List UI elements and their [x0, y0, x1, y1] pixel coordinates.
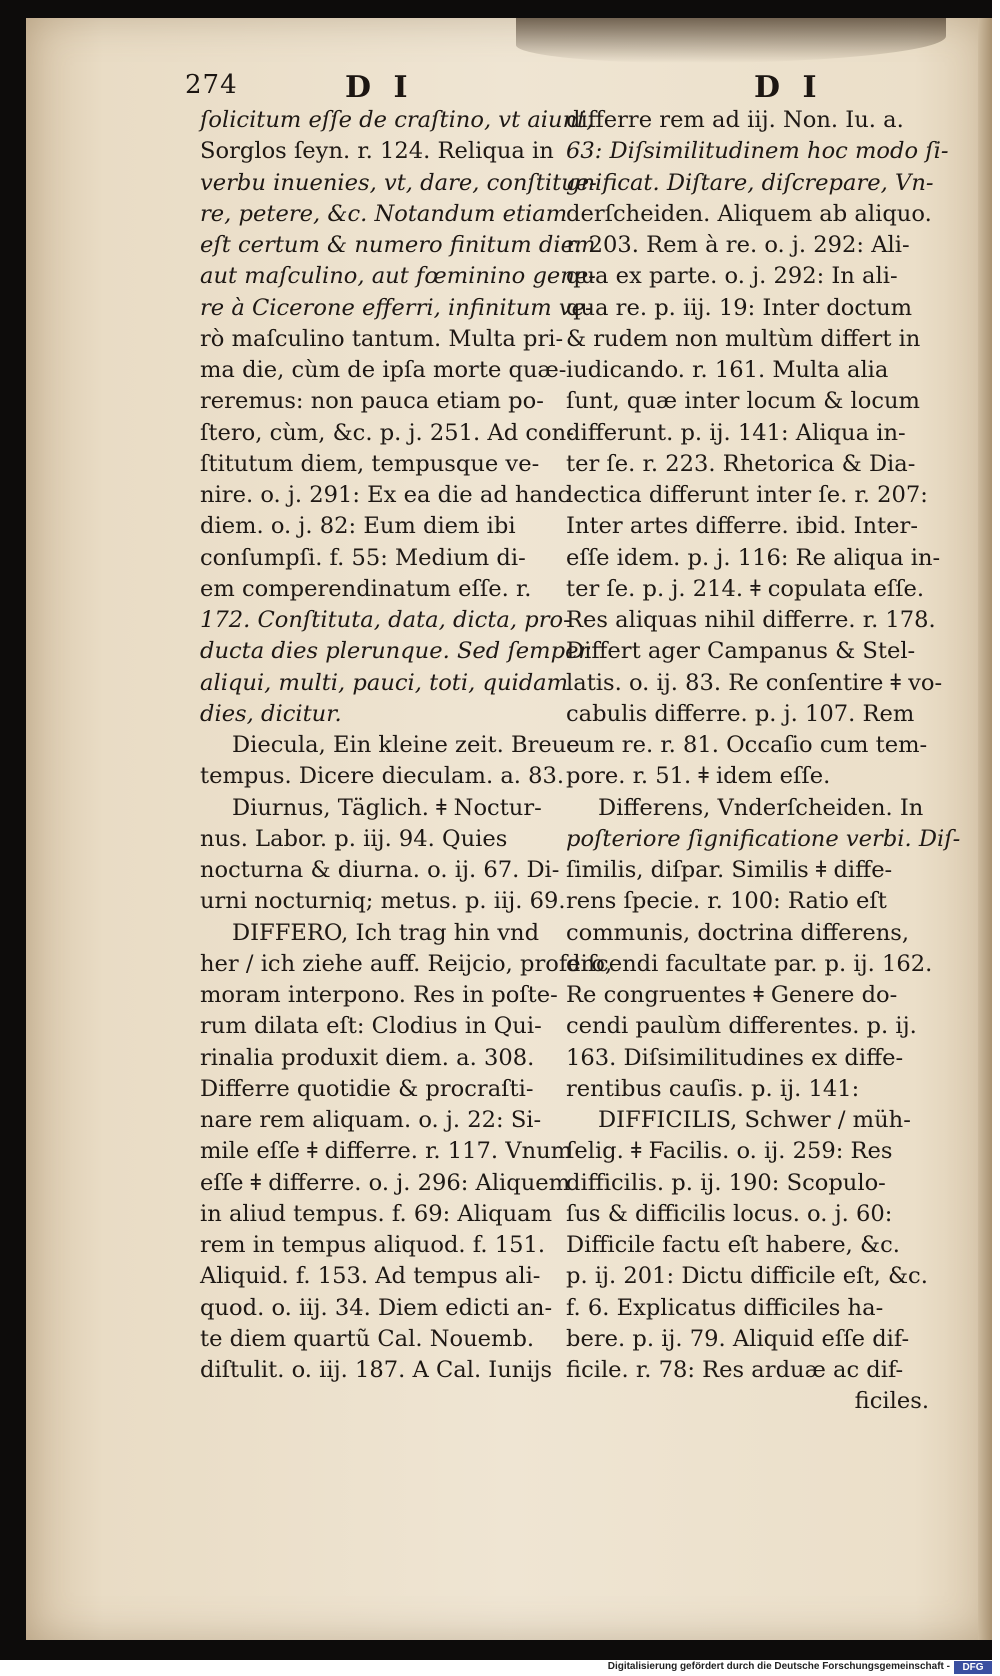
right-column-line: ſimilis, diſpar. Similis ǂ diffe- — [566, 857, 893, 883]
left-column-line: quod. o. iij. 34. Diem edicti an- — [200, 1294, 553, 1321]
running-head-left: D I — [345, 70, 414, 105]
left-column-line: tempus. Dicere dieculam. a. 83. — [200, 763, 565, 790]
right-column-line: & rudem non multùm differt in — [566, 325, 921, 352]
left-column-line: 172. Conſtituta, data, dicta, pro- — [200, 607, 571, 633]
right-column-line: lectica differunt inter ſe. r. 207: — [566, 482, 928, 508]
left-column-line: Differre quotidie & procraſti- — [200, 1075, 534, 1102]
right-column-line: qua ex parte. o. j. 292: In ali- — [566, 263, 898, 290]
right-column-line: Res aliquas nihil differre. r. 178. — [566, 607, 936, 633]
page-number: 274 — [185, 70, 238, 100]
right-column-line: differunt. p. ij. 141: Aliqua in- — [566, 419, 906, 446]
left-column-line: nocturna & diurna. o. ij. 67. Di- — [200, 857, 560, 883]
left-column-line: dies, dicitur. — [200, 700, 342, 727]
right-column-line: ficile. r. 78: Res arduæ ac dif- — [566, 1357, 904, 1383]
left-column-line: rò maſculino tantum. Multa pri- — [200, 325, 564, 352]
left-column-line: in aliud tempus. f. 69: Aliquam — [200, 1200, 553, 1227]
page-edge — [978, 18, 992, 1640]
right-column-line: diſcendi facultate par. p. ij. 162. — [566, 950, 933, 977]
running-head-right: D I — [754, 70, 823, 105]
right-column-line: bere. p. ij. 79. Aliquid eſſe dif- — [566, 1325, 910, 1352]
right-column-line: pore. r. 51. ǂ idem eſſe. — [566, 763, 831, 790]
left-column-line: eſt certum & numero finitum diem — [200, 232, 596, 258]
digitization-credit: Digitalisierung gefördert durch die Deutsche Forschungsgemeinschaft - — [607, 1661, 950, 1672]
left-column-line: conſumpſi. f. 55: Medium di- — [200, 544, 526, 571]
right-column-line: ſus & difficilis locus. o. j. 60: — [566, 1200, 893, 1227]
right-column-line: differre rem ad iij. Non. Iu. a. — [566, 107, 904, 133]
right-column-line: cum re. r. 81. Occaſio cum tem- — [566, 732, 928, 758]
right-column-line: DIFFICILIS, Schwer / müh- — [598, 1107, 911, 1133]
left-column-line: reremus: non pauca etiam po- — [200, 388, 544, 415]
page-stain — [516, 18, 946, 63]
left-column-line: Diecula, Ein kleine zeit. Breue — [232, 732, 580, 758]
left-column-line: rem in tempus aliquod. f. 151. — [200, 1232, 545, 1258]
left-column-line: verbu inuenies, vt, dare, conſtitue- — [200, 169, 597, 196]
left-text-column — [200, 105, 613, 1386]
left-column-line: aut maſculino, aut fœminino gene- — [200, 263, 596, 290]
right-column-line: cendi paulùm differentes. p. ij. — [566, 1013, 917, 1040]
right-column-line: Difficile factu eſt habere, &c. — [566, 1232, 900, 1258]
right-column-line: r. 203. Rem à re. o. j. 292: Ali- — [566, 232, 910, 258]
right-column-line: gnificat. Diſtare, diſcrepare, Vn- — [566, 169, 934, 196]
right-column-line: Re congruentes ǂ Genere do- — [566, 982, 898, 1008]
right-text-column — [566, 105, 961, 1418]
right-column-line: f. 6. Explicatus difficiles ha- — [566, 1294, 884, 1321]
right-column-line: ter ſe. r. 223. Rhetorica & Dia- — [566, 450, 916, 477]
right-column-line: Inter artes differre. ibid. Inter- — [566, 513, 918, 540]
left-column-line: eſſe ǂ differre. o. j. 296: Aliquem — [200, 1169, 571, 1196]
right-column-line: 163. Diſsimilitudines ex diffe- — [566, 1044, 904, 1071]
right-column-line: eſſe idem. p. j. 116: Re aliqua in- — [566, 544, 941, 571]
dfg-logo: DFG — [954, 1661, 992, 1674]
left-column-line: diem. o. j. 82: Eum diem ibi — [200, 513, 516, 540]
left-column-line: ſtero, cùm, &c. p. j. 251. Ad con- — [200, 419, 574, 446]
right-column-line: poſteriore ſignificatione verbi. Diſ- — [566, 825, 961, 852]
left-column-line: ma die, cùm de ipſa morte quæ- — [200, 357, 567, 383]
right-column-line: Differens, Vnderſcheiden. In — [598, 794, 924, 821]
right-column-line: iudicando. r. 161. Multa alia — [566, 357, 889, 383]
left-column-line: rinalia produxit diem. a. 308. — [200, 1044, 535, 1071]
right-column-line: latis. o. ij. 83. Re conſentire ǂ vo- — [566, 669, 943, 696]
left-column-line: Aliquid. f. 153. Ad tempus ali- — [200, 1263, 541, 1290]
left-column-line: nire. o. j. 291: Ex ea die ad hanc — [200, 482, 571, 508]
right-column-line: p. ij. 201: Dictu difficile eſt, &c. — [566, 1263, 928, 1290]
left-column-line: moram interpono. Res in poſte- — [200, 982, 558, 1008]
left-column-line: re, petere, &c. Notandum etiam — [200, 200, 568, 227]
right-column-line: difficilis. p. ij. 190: Scopulo- — [566, 1169, 886, 1196]
left-column-line: em comperendinatum eſſe. r. — [200, 575, 532, 602]
right-column-line: ſelig. ǂ Facilis. o. ij. 259: Res — [566, 1138, 893, 1165]
right-column-line: qua re. p. iij. 19: Inter doctum — [566, 294, 913, 321]
left-column-line: Diurnus, Täglich. ǂ Noctur- — [232, 794, 542, 821]
right-column-line: derſcheiden. Aliquem ab aliquo. — [566, 200, 932, 227]
left-column-line: nus. Labor. p. iij. 94. Quies — [200, 825, 508, 852]
left-column-line: her / ich ziehe auff. Reijcio, profero, — [200, 950, 613, 977]
left-column-line: re à Cicerone efferri, infinitum ve- — [200, 294, 593, 321]
left-column-line: ducta dies plerunque. Sed ſemper — [200, 638, 590, 665]
right-column-line: ficiles. — [854, 1388, 929, 1415]
right-column-line: Differt ager Campanus & Stel- — [566, 638, 916, 665]
right-column-line: ſunt, quæ inter locum & locum — [566, 388, 920, 415]
left-column-line: DIFFERO, Ich trag hin vnd — [232, 919, 540, 946]
right-column-line: rentibus cauſis. p. ij. 141: — [566, 1075, 860, 1102]
right-column-line: communis, doctrina differens, — [566, 919, 910, 946]
left-column-line: mile eſſe ǂ differre. r. 117. Vnum — [200, 1138, 573, 1165]
left-column-line: diſtulit. o. iij. 187. A Cal. Iunijs — [200, 1357, 553, 1383]
left-column-line: ſolicitum eſſe de craſtino, vt aiunt, — [200, 107, 594, 133]
left-column-line: te diem quartũ Cal. Nouemb. — [200, 1325, 535, 1352]
left-column-line: nare rem aliquam. o. j. 22: Si- — [200, 1107, 542, 1133]
right-column-line: ter ſe. p. j. 214. ǂ copulata eſſe. — [566, 575, 925, 602]
left-column-line: rum dilata eſt: Clodius in Qui- — [200, 1013, 542, 1040]
left-column-line: Sorglos ſeyn. r. 124. Reliqua in — [200, 138, 554, 165]
left-column-line: ſtitutum diem, tempusque ve- — [200, 450, 540, 477]
left-column-line: aliqui, multi, pauci, toti, quidam — [200, 669, 569, 696]
right-column-line: 63: Diſsimilitudinem hoc modo ſi- — [566, 138, 949, 165]
right-column-line: cabulis differre. p. j. 107. Rem — [566, 700, 915, 727]
right-column-line: rens ſpecie. r. 100: Ratio eſt — [566, 888, 887, 915]
left-column-line: urni nocturniq; metus. p. iij. 69. — [200, 888, 566, 915]
